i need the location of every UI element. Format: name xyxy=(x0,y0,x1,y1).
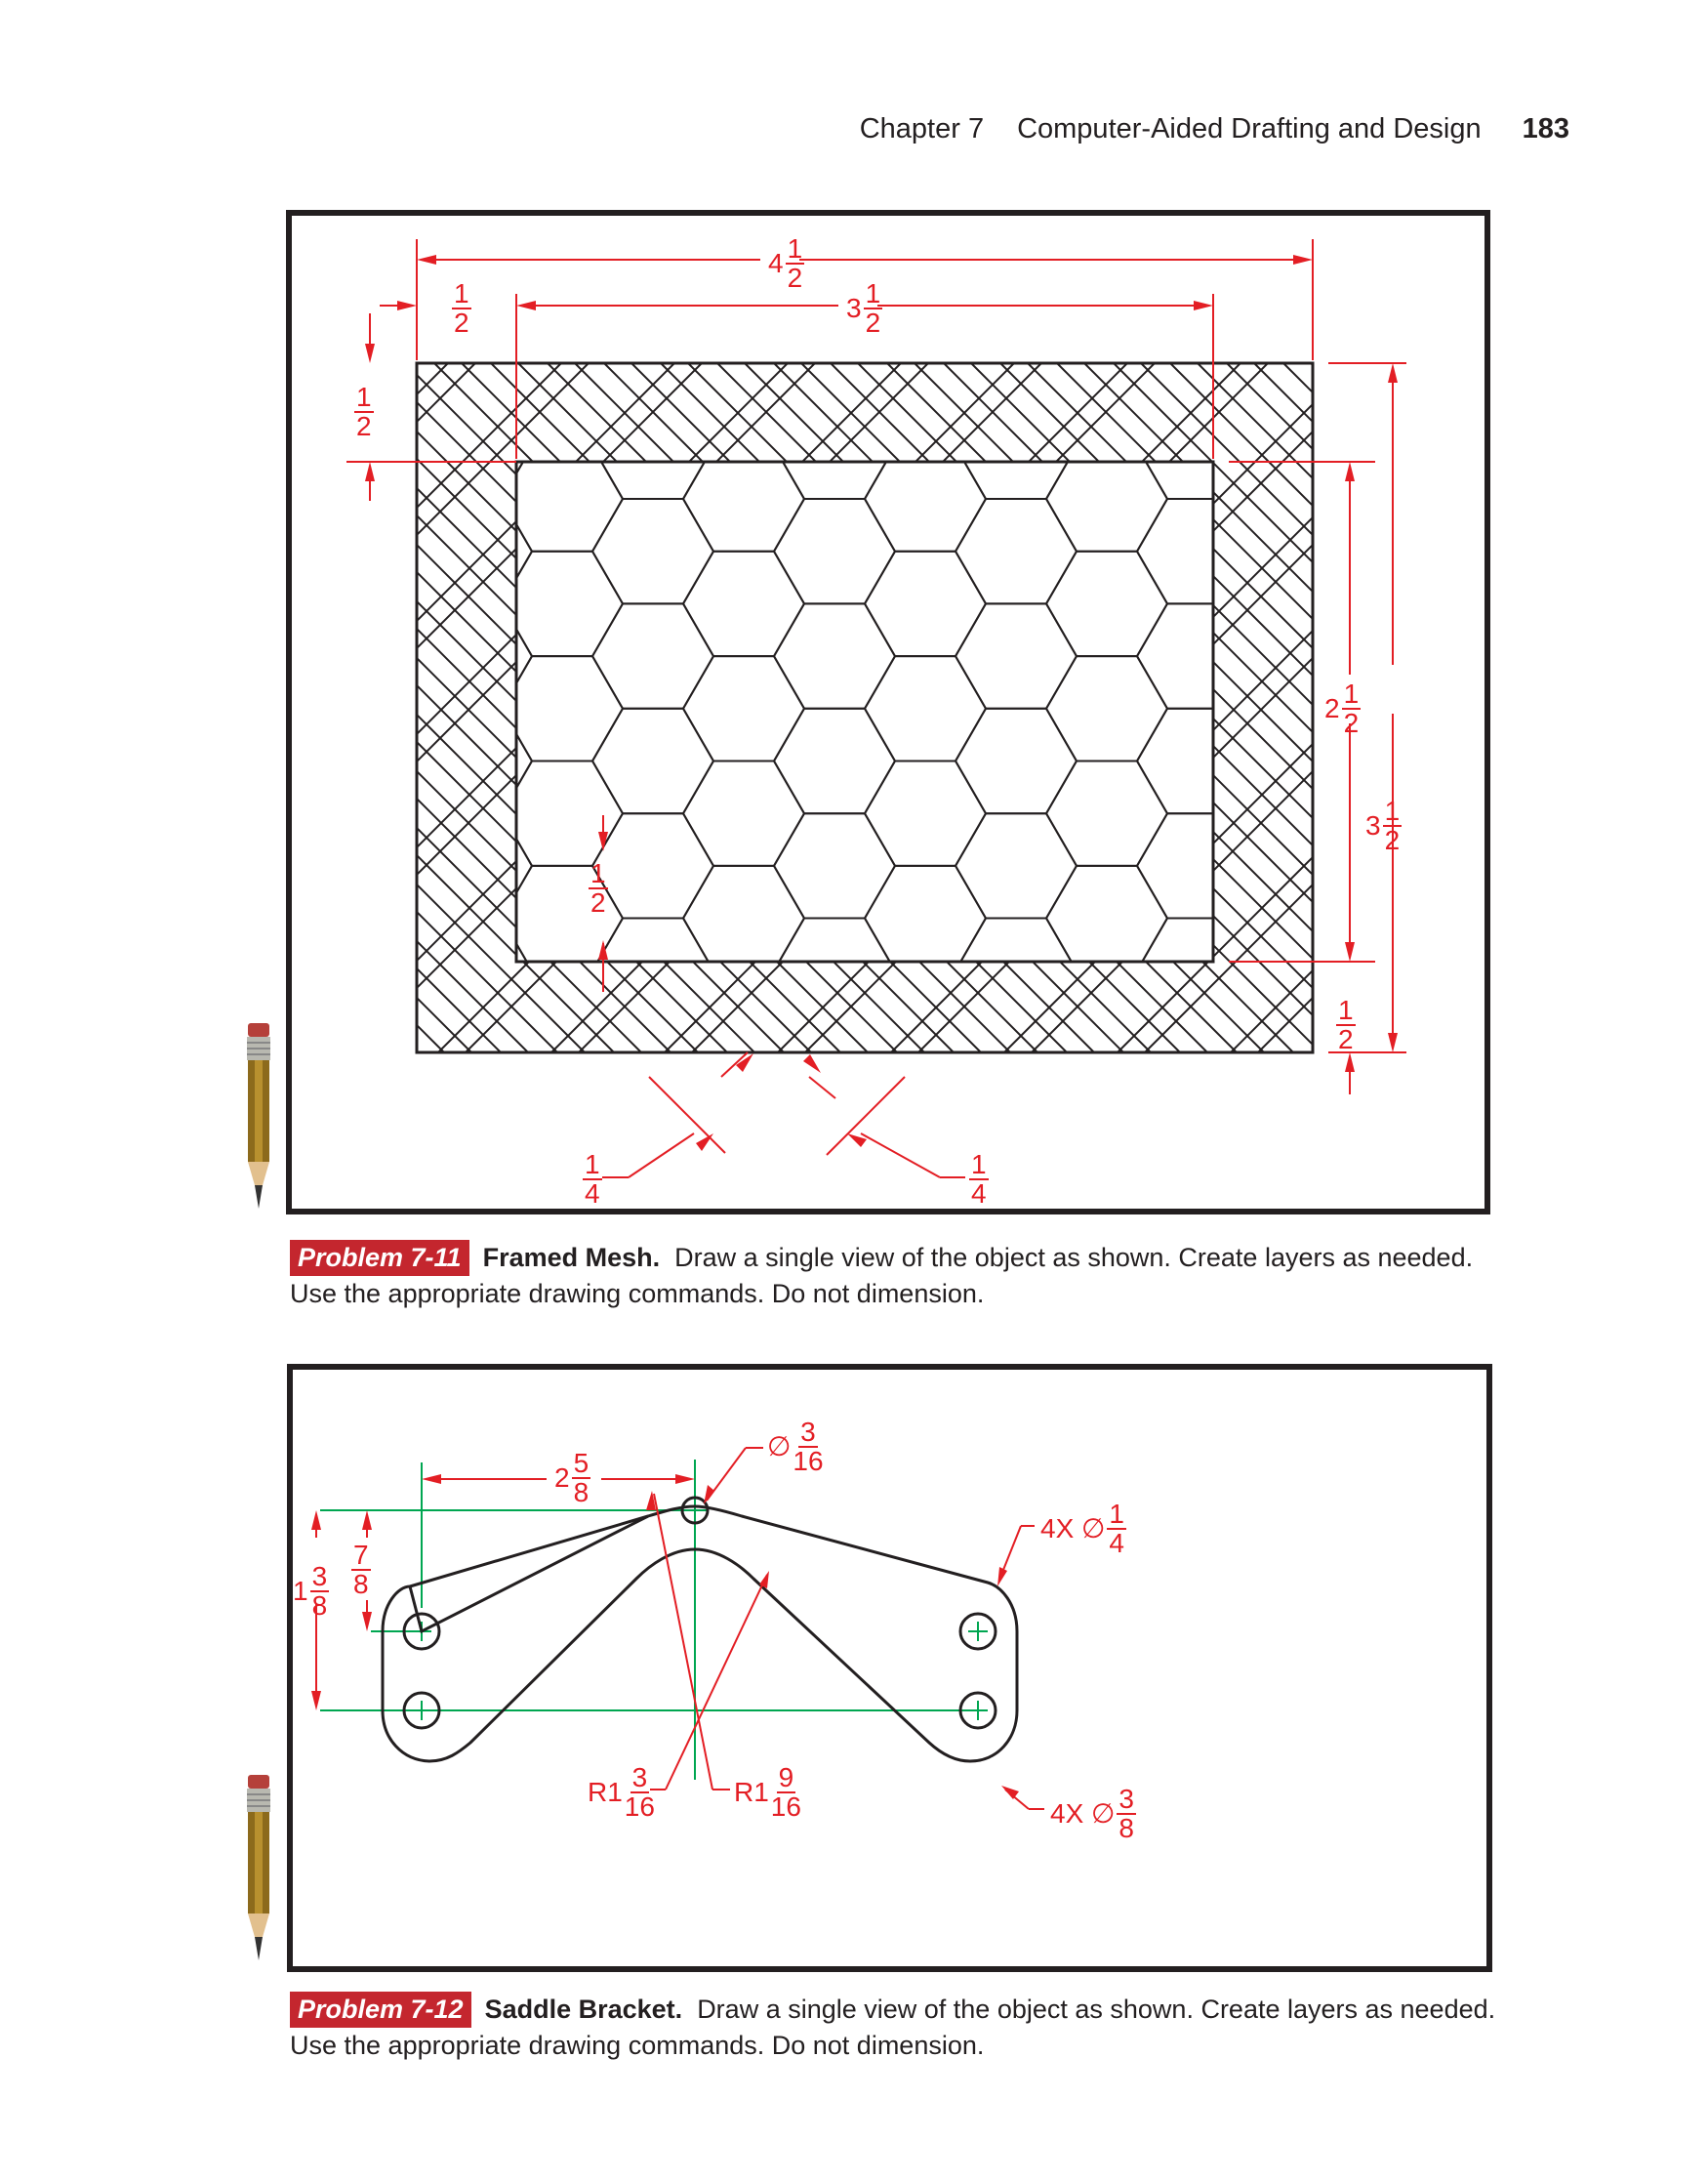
problem-7-11-caption xyxy=(290,1240,1588,1312)
framed-mesh-dimension-labels xyxy=(292,216,1484,1209)
dim-center-offset: 2 5 8 xyxy=(554,1448,590,1507)
problem-text-line1: Draw a single view of the object as shown. Create layers as needed. xyxy=(697,1995,1496,2024)
dim-large-holes: 4X ∅ 3 8 xyxy=(1050,1784,1134,1843)
problem-title: Saddle Bracket. xyxy=(484,1995,683,2024)
page-number: 183 xyxy=(1522,113,1569,144)
problem-text-line2: Use the appropriate drawing commands. Do not dimension. xyxy=(290,1279,985,1308)
problem-label: Problem 7-12 xyxy=(290,1992,471,2028)
problem-text-line2: Use the appropriate drawing commands. Do not dimension. xyxy=(290,2031,985,2060)
problem-text-line1: Draw a single view of the object as shown. Create layers as needed. xyxy=(674,1243,1474,1272)
dim-overall-height: 1 3 8 xyxy=(293,1561,328,1621)
dim-outer-radius: R1 9 16 xyxy=(734,1762,801,1822)
dim-border-height: 1 2 xyxy=(356,382,372,441)
dim-overall-width: 4 1 2 xyxy=(768,233,803,293)
problem-7-12-caption xyxy=(290,1992,1588,2064)
dim-small-holes: 4X ∅ 1 4 xyxy=(1040,1499,1124,1558)
dim-inner-height: 2 1 2 xyxy=(1324,679,1360,738)
saddle-bracket-dimension-labels xyxy=(293,1370,1486,1966)
problem-label: Problem 7-11 xyxy=(290,1240,469,1276)
dim-hex-size: 1 2 xyxy=(590,858,606,918)
page-header xyxy=(0,113,1569,145)
dim-hole-height: 7 8 xyxy=(353,1540,369,1599)
problem-title: Framed Mesh. xyxy=(482,1243,661,1272)
dim-bottom-border: 1 2 xyxy=(1338,995,1354,1054)
dim-border-width: 1 2 xyxy=(454,278,469,338)
pencil-icon xyxy=(244,1023,273,1214)
dim-strip-width-left: 1 4 xyxy=(585,1149,600,1209)
dim-inner-radius: R1 3 16 xyxy=(588,1762,655,1822)
dim-inner-width: 3 1 2 xyxy=(846,278,881,338)
pencil-icon xyxy=(244,1775,273,1966)
dim-strip-width-right: 1 4 xyxy=(971,1149,987,1209)
chapter-title: Computer-Aided Drafting and Design xyxy=(1017,113,1482,144)
chapter-number: Chapter 7 xyxy=(859,113,985,144)
dim-top-hole: ∅ 3 16 xyxy=(767,1417,824,1476)
dim-overall-height: 3 1 2 xyxy=(1365,796,1401,855)
